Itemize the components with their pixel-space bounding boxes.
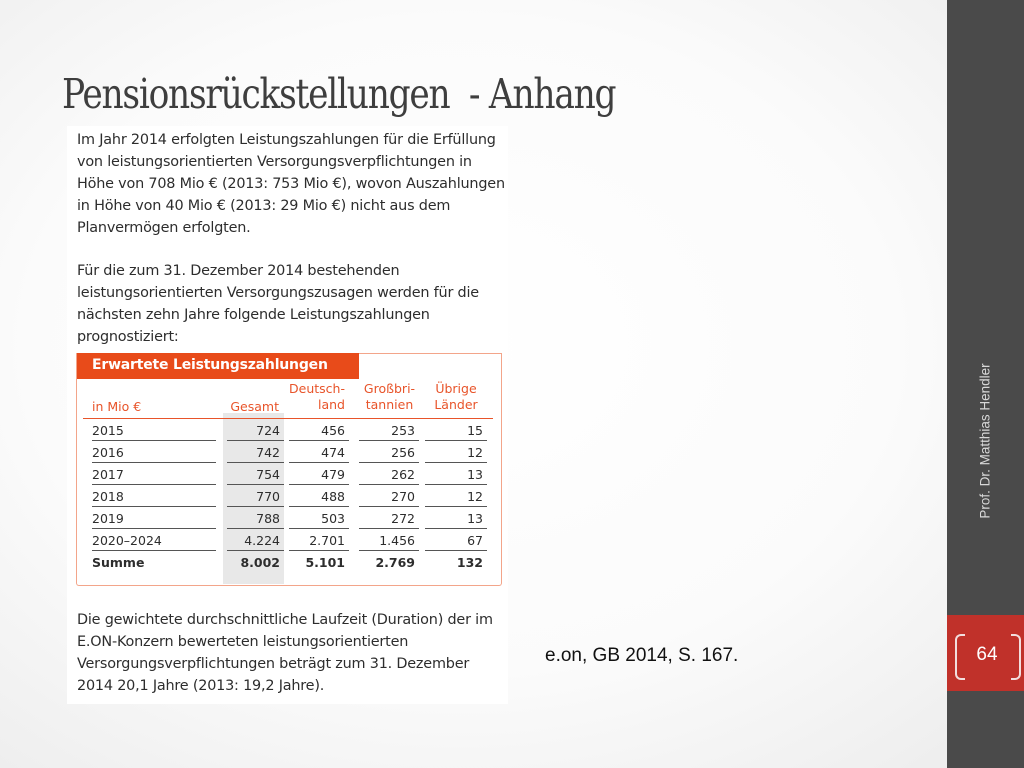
table-row-sum bbox=[77, 553, 501, 575]
cell-grossbritannien: 262 bbox=[359, 467, 419, 485]
column-header-gesamt: Gesamt bbox=[230, 399, 279, 414]
cell-deutschland: 474 bbox=[289, 445, 349, 463]
row-label: 2016 bbox=[92, 445, 216, 463]
row-label: 2015 bbox=[92, 423, 216, 441]
cell-gesamt: 4.224 bbox=[227, 533, 284, 551]
cell-gesamt: 788 bbox=[227, 511, 284, 529]
cell-uebrige-laender: 132 bbox=[456, 555, 483, 570]
excerpt-paragraph-payments: Im Jahr 2014 erfolgten Leistungszahlungen für die Erfüllung von leistungsorientierten Versorgungsverpflichtungen in Höhe von 708 Mio € (2013: 753 Mio €), wovon Auszahlungen in Höhe von 40 Mio € (2013: 29 Mio €) nicht aus dem Planvermögen erfolgten. bbox=[77, 132, 505, 236]
cell-grossbritannien: 2.769 bbox=[375, 555, 415, 570]
cell-grossbritannien: 256 bbox=[359, 445, 419, 463]
cell-uebrige-laender: 13 bbox=[425, 511, 487, 529]
cell-gesamt: 724 bbox=[227, 423, 284, 441]
slide-title: Pensionsrückstellungen - Anhang bbox=[62, 70, 616, 118]
column-header-unit: in Mio € bbox=[92, 399, 142, 414]
source-citation: e.on, GB 2014, S. 167. bbox=[545, 645, 739, 666]
cell-deutschland: 479 bbox=[289, 467, 349, 485]
cell-uebrige-laender: 15 bbox=[425, 423, 487, 441]
cell-uebrige-laender: 13 bbox=[425, 467, 487, 485]
table-row bbox=[77, 531, 501, 553]
row-label: 2020–2024 bbox=[92, 533, 216, 551]
cell-gesamt: 742 bbox=[227, 445, 284, 463]
table-row bbox=[77, 487, 501, 509]
page-number: 64 bbox=[976, 644, 998, 665]
table-title-bar bbox=[77, 353, 359, 379]
table-row bbox=[77, 443, 501, 465]
column-header-grossbritannien: Großbri- tannien bbox=[363, 381, 416, 412]
cell-deutschland: 5.101 bbox=[305, 555, 345, 570]
row-label: 2018 bbox=[92, 489, 216, 507]
table-row bbox=[77, 509, 501, 531]
column-header-deutschland: Deutsch- land bbox=[289, 381, 345, 412]
cell-grossbritannien: 272 bbox=[359, 511, 419, 529]
expected-payments-table bbox=[76, 353, 502, 586]
cell-uebrige-laender: 12 bbox=[425, 489, 487, 507]
cell-grossbritannien: 270 bbox=[359, 489, 419, 507]
header-divider bbox=[83, 418, 493, 419]
cell-gesamt: 754 bbox=[227, 467, 284, 485]
table-border bbox=[359, 353, 502, 354]
excerpt-paragraph-duration: Die gewichtete durchschnittliche Laufzeit (Duration) der im E.ON-Konzern bewerteten leistungsorientierten Versorgungsverpflichtungen beträgt zum 31. Dezember 2014 20,1 Jahre (2013: 19,2 Jahre). bbox=[77, 612, 493, 694]
cell-deutschland: 456 bbox=[289, 423, 349, 441]
cell-gesamt: 770 bbox=[227, 489, 284, 507]
cell-grossbritannien: 253 bbox=[359, 423, 419, 441]
column-header-uebrige-laender: Übrige Länder bbox=[434, 381, 478, 412]
cell-grossbritannien: 1.456 bbox=[359, 533, 419, 551]
cell-deutschland: 2.701 bbox=[289, 533, 349, 551]
cell-deutschland: 488 bbox=[289, 489, 349, 507]
annual-report-excerpt bbox=[67, 126, 508, 704]
table-row bbox=[77, 465, 501, 487]
cell-deutschland: 503 bbox=[289, 511, 349, 529]
table-title: Erwartete Leistungszahlungen bbox=[92, 357, 328, 373]
cell-gesamt: 8.002 bbox=[240, 555, 280, 570]
row-label: Summe bbox=[92, 555, 145, 570]
cell-uebrige-laender: 12 bbox=[425, 445, 487, 463]
table-row bbox=[77, 421, 501, 443]
excerpt-paragraph-forecast: Für die zum 31. Dezember 2014 bestehenden leistungsorientierten Versorgungszusagen werden für die nächsten zehn Jahre folgende Leistungszahlungen prognostiziert: bbox=[77, 263, 479, 345]
cell-uebrige-laender: 67 bbox=[425, 533, 487, 551]
author-footer: Prof. Dr. Matthias Hendler bbox=[977, 363, 993, 519]
row-label: 2017 bbox=[92, 467, 216, 485]
row-label: 2019 bbox=[92, 511, 216, 529]
